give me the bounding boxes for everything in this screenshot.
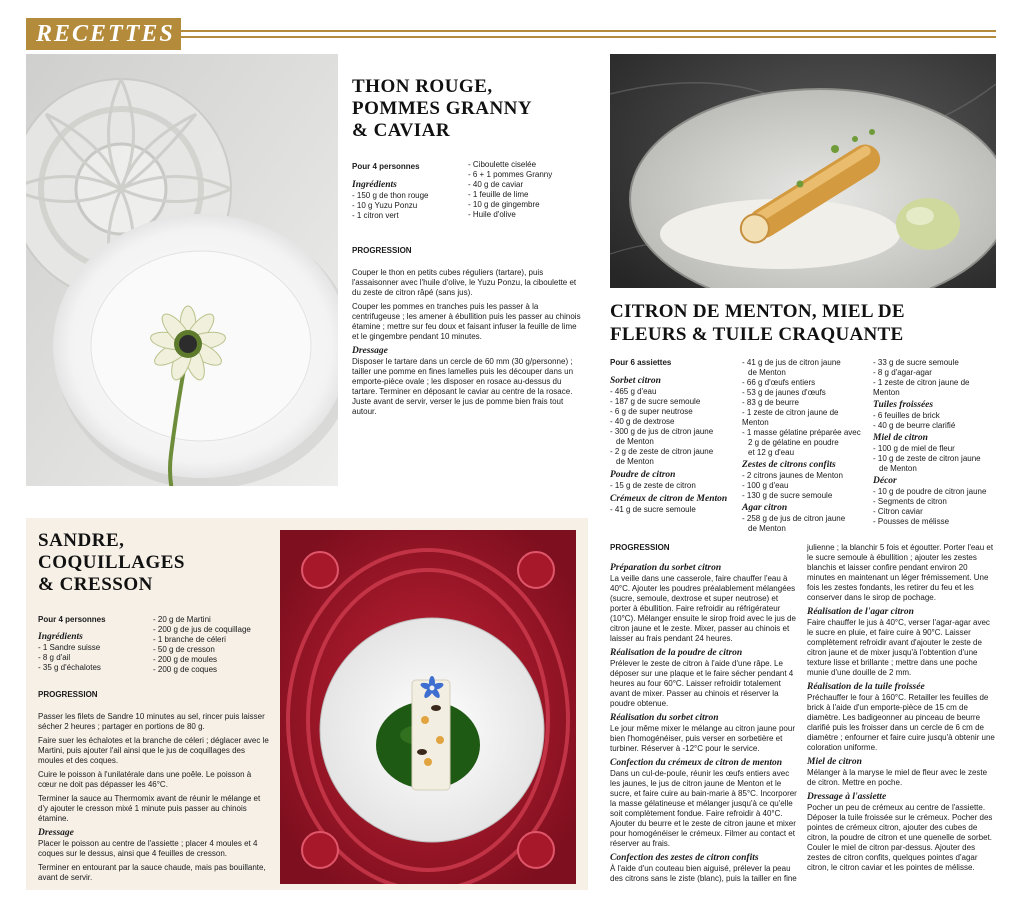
citron-progression-col-1 [610,563,800,888]
list-item: - 1 zeste de citron jaune de Menton [873,378,970,397]
list-item: - 41 g de jus de citron jaune [742,358,841,367]
list-item: - 258 g de jus de citron jaune [742,514,846,523]
list-item: - 83 g de beurre [742,398,799,407]
list-item: - Ciboulette ciselée [468,160,537,169]
ingredient-group-heading: Tuiles froissées [873,400,934,410]
sandre-title-line-3: & CRESSON [38,574,153,595]
ingredient-list [610,387,735,467]
ingredient-list [873,358,998,398]
list-item: - 1 masse gélatine préparée avec [742,428,861,437]
tuna-title-line-1: THON ROUGE, [352,76,493,97]
step-heading: Confection des zestes de citron confits [610,853,759,863]
sandre-title-line-2: COQUILLAGES [38,552,185,573]
sandre-final-text: Terminer en entourant par la sauce chaude, mais pas bouillante, avant de servir. [38,863,266,882]
sandre-steps [38,712,270,887]
list-item: - 1 Sandre suisse [38,643,101,652]
list-item: - Pousses de mélisse [873,517,950,526]
list-item: et 12 g d'eau [748,448,795,457]
list-item: 2 g de gélatine en poudre [748,438,839,447]
list-item: - 35 g d'échalotes [38,663,101,672]
tuna-ingredients-list-2 [468,160,588,220]
list-item: - Citron caviar [873,507,923,516]
list-item: - 1 zeste de citron jaune de Menton [742,408,839,427]
sandre-serves: Pour 4 personnes [38,615,106,624]
ingredient-group-heading: Miel de citron [873,433,928,443]
citron-serves: Pour 6 assiettes [610,358,672,367]
ingredient-list [742,358,867,458]
tuna-dressage-heading: Dressage [352,346,388,356]
header-rule-bottom [181,36,996,38]
list-item: - 6 g de super neutrose [610,407,693,416]
tuna-progression-heading: PROGRESSION [352,246,412,255]
list-item: - 6 feuilles de brick [873,411,940,420]
sandre-dish-photo [280,530,576,884]
list-item: - 10 g de gingembre [468,200,540,209]
sandre-ingredients-list-2 [153,615,278,675]
list-item: de Menton [748,368,786,377]
tuna-step-2: Couper les pommes en tranches puis les passer à la centrifugeuse ; les amener à ébullition puis les passer au chinois étamine ; mettre sur feu doux et faisant infuser la feuille de lime et le gingembre pendant 10 minutes. [352,302,581,341]
tuna-ingredients-heading: Ingrédients [352,180,397,190]
list-item: - 33 g de sucre semoule [873,358,959,367]
step-heading: Réalisation de la poudre de citron [610,648,743,658]
sandre-dressage-heading: Dressage [38,828,74,838]
sandre-step-3: Cuire le poisson à l'unilatérale dans une poêle. Le poisson à cœur ne doit pas dépasser les 46°C. [38,770,252,789]
ingredient-group-heading: Zestes de citrons confits [742,460,836,470]
sandre-step-4: Terminer la sauce au Thermomix avant de réunir le mélange et d'y ajouter le cresson mixé 1 minute puis passer au chinois étamine. [38,794,261,823]
list-item: - 20 g de Martini [153,615,211,624]
step-heading: Dressage à l'assiette [807,792,887,802]
list-item: - 10 g de poudre de citron jaune [873,487,987,496]
tuna-ingredients-list-1 [352,191,462,221]
list-item: - 2 citrons jaunes de Menton [742,471,843,480]
ingredient-group-heading: Décor [873,476,897,486]
list-item: - 100 g d'eau [742,481,789,490]
step-text: Préchauffer le four à 160°C. Retailler les feuilles de brick à l'aide d'un emporte-pièce de 15 cm de diamètre. Les badigeonner au pinceau de beurre clarifié puis les froisser dans un cercle de 6 cm de diamètre ; enfourner et faire cuire jusqu'à obtenir une coloration uniforme. [807,693,995,752]
list-item: de Menton [748,524,786,533]
step-text: Dans un cul-de-poule, réunir les œufs entiers avec les jaunes, le jus de citron jaune de Menton et le sucre, et faire cuire au bain-marie à 85°C. Incorporer la masse gélatineuse et mélanger jusqu'à ce qu'elle soit complètement fondue. Faire refroidir à 40°C. Ajouter du beurre et le zeste de citron jaune et mixer pour homogénéiser le crémeux. Filmer au contact et réserver au frais. [610,769,797,848]
step-text: À l'aide d'un couteau bien aiguisé, prélever la peau des citrons sans le ziste (blanc), puis la tailler en fine [610,864,797,883]
step-text: Le jour même mixer le mélange au citron jaune pour bien l'homogénéiser, puis verser en sorbetière et turbiner. Réserver à -12°C pour le service. [610,724,795,753]
step-heading: Confection du crémeux de citron de menton [610,758,783,768]
list-item: - 10 g de zeste de citron jaune [873,454,981,463]
list-item: - 150 g de thon rouge [352,191,429,200]
citron-ingredients-col-3 [873,358,998,527]
ingredient-group-heading: Poudre de citron [610,470,676,480]
list-item: - 1 citron vert [352,211,399,220]
ingredient-list [610,505,735,515]
tuna-steps [352,268,582,421]
list-item: - 66 g d'œufs entiers [742,378,816,387]
ingredient-list [742,471,867,501]
sandre-recipe-title [38,530,238,596]
sandre-dressage-text: Placer le poisson au centre de l'assiette ; placer 4 moules et 4 coques sur le dessus, ainsi que 4 feuilles de cresson. [38,839,258,858]
list-item: de Menton [616,437,654,446]
tuna-dressage-text: Disposer le tartare dans un cercle de 60 mm (30 g/personne) ; tailler une pomme en fines lamelles puis les découper dans un emporte-pièce ovale ; les disposer en rosace au-dessus du tartare. Terminer en déposant le caviar au centre de la rosace. Juste avant de servir, verser le jus de pomme bien frais tout autour. [352,357,574,416]
sandre-ingredients-heading: Ingrédients [38,632,83,642]
list-item: de Menton [616,457,654,466]
step-heading: Réalisation de l'agar citron [807,607,914,617]
tuna-title-line-2: POMMES GRANNY [352,98,533,119]
list-item: - 465 g d'eau [610,387,657,396]
sandre-title-line-1: SANDRE, [38,530,125,551]
citron-ingredients-col-2 [742,358,867,534]
citron-dish-photo [610,54,996,288]
sandre-ingredients-list-1 [38,643,148,673]
step-heading: Réalisation du sorbet citron [610,713,719,723]
section-tag [26,18,181,50]
list-item: - 40 g de caviar [468,180,524,189]
list-item: - 1 feuille de lime [468,190,529,199]
list-item: - 1 branche de céleri [153,635,226,644]
list-item: - 10 g Yuzu Ponzu [352,201,418,210]
tuna-step-1: Couper le thon en petits cubes réguliers (tartare), puis l'assaisonner avec l'huile d'olive, le Yuzu Ponzu, la ciboulette et du zeste de citron râpé (sans jus). [352,268,577,297]
list-item: - 41 g de sucre semoule [610,505,696,514]
sandre-step-2: Faire suer les échalotes et la branche de céleri ; déglacer avec le Martini, puis ajouter l'ail ainsi que le jus de coquillages des moules et des coques. [38,736,269,765]
tuna-title-line-3: & CAVIAR [352,120,451,141]
step-text: Pocher un peu de crémeux au centre de l'assiette. Déposer la tuile froissée sur le crémeux. Pocher des pointes de crémeux citron, ajouter des cubes de citron, la poudre de citron et une quenelle de sorbet. Couler le miel de citron par-dessus. Ajouter des zestes de citron confits, quelques pointes d'agar citron, le citron caviar et les pointes de mélisse. [807,803,993,872]
list-item: - 2 g de zeste de citron jaune [610,447,714,456]
list-item: - 40 g de beurre clarifié [873,421,956,430]
step-heading: Miel de citron [807,757,862,767]
list-item: - Huile d'olive [468,210,516,219]
list-item: - 40 g de dextrose [610,417,675,426]
list-item: - 53 g de jaunes d'œufs [742,388,826,397]
step-heading: Réalisation de la tuile froissée [807,682,925,692]
list-item: - 8 g d'agar-agar [873,368,932,377]
list-item: - 200 g de jus de coquillage [153,625,251,634]
citron-title-line-1: CITRON DE MENTON, MIEL DE [610,301,905,322]
header-rule-top [181,30,996,32]
ingredient-list [610,481,735,491]
citron-ingredients-col-1 [610,376,735,515]
tuna-serves: Pour 4 personnes [352,162,420,171]
citron-title-line-2: FLEURS & TUILE CRAQUANTE [610,324,904,345]
tuna-dish-photo [26,54,338,486]
list-item: - 15 g de zeste de citron [610,481,696,490]
ingredient-list [873,444,998,474]
step-text: Prélever le zeste de citron à l'aide d'une râpe. Le déposer sur une plaque et le faire sécher pendant 4 heures au four 60°C. Laisser refroidir totalement avant de mixer. Passer au chinois et réserver la poudre obtenue. [610,659,794,708]
step-text: La veille dans une casserole, faire chauffer l'eau à 40°C. Ajouter les poudres préalablement mélangées (sucre, semoule, dextrose et super neutrose) et porter à ébullition. Faire refroidir au réfrigérateur (10°C). Mélanger ensuite le sirop froid avec le jus de citron jaune et le zeste. Mixer, passer au chinois et laisser au frais pendant 24 heures. [610,574,796,643]
step-heading: Préparation du sorbet citron [610,563,722,573]
list-item: de Menton [879,464,917,473]
section-title: RECETTES [36,21,175,47]
ingredient-list [873,411,998,431]
ingredient-list [873,487,998,527]
sandre-progression-heading: PROGRESSION [38,690,98,699]
tuna-recipe-title [352,76,572,142]
list-item: - 50 g de cresson [153,645,215,654]
citron-progression-heading: PROGRESSION [610,543,670,552]
ingredient-list [742,514,867,534]
list-item: - Segments de citron [873,497,947,506]
ingredient-group-heading: Crémeux de citron de Menton [610,494,728,504]
sandre-step-1: Passer les filets de Sandre 10 minutes au sel, rincer puis laisser sécher 2 heures ; partager en portions de 80 g. [38,712,265,731]
citron-recipe-title [610,300,1010,346]
step-text: Faire chauffer le jus à 40°C, verser l'agar-agar avec le sucre en pluie, et faire cuire à 90°C. Laisser complètement refroidir avant d'ajouter le zeste de citron jaune et de mixer jusqu'à l'obtention d'une texture lisse et brillante ; mettre dans une poche munie d'une douille de 2 mm. [807,618,990,677]
ingredient-group-heading: Sorbet citron [610,376,661,386]
citron-progression-col-2 [807,543,997,877]
list-item: - 200 g de moules [153,655,218,664]
list-item: - 187 g de sucre semoule [610,397,701,406]
step-text: julienne ; la blanchir 5 fois et égoutter. Porter l'eau et le sucre semoule à ébullition ; ajouter les zestes blanchis et laisser confire pendant environ 20 minutes en maintenant un léger frémissement. Une fois les zestes fondants, les retirer du feu et les conserver dans le sirop de pochage. [807,543,994,602]
list-item: - 8 g d'ail [38,653,71,662]
list-item: - 100 g de miel de fleur [873,444,955,453]
ingredient-group-heading: Agar citron [742,503,788,513]
step-text: Mélanger à la maryse le miel de fleur avec le zeste de citron. Mettre en poche. [807,768,988,787]
list-item: - 200 g de coques [153,665,218,674]
list-item: - 130 g de sucre semoule [742,491,833,500]
list-item: - 6 + 1 pommes Granny [468,170,553,179]
list-item: - 300 g de jus de citron jaune [610,427,714,436]
